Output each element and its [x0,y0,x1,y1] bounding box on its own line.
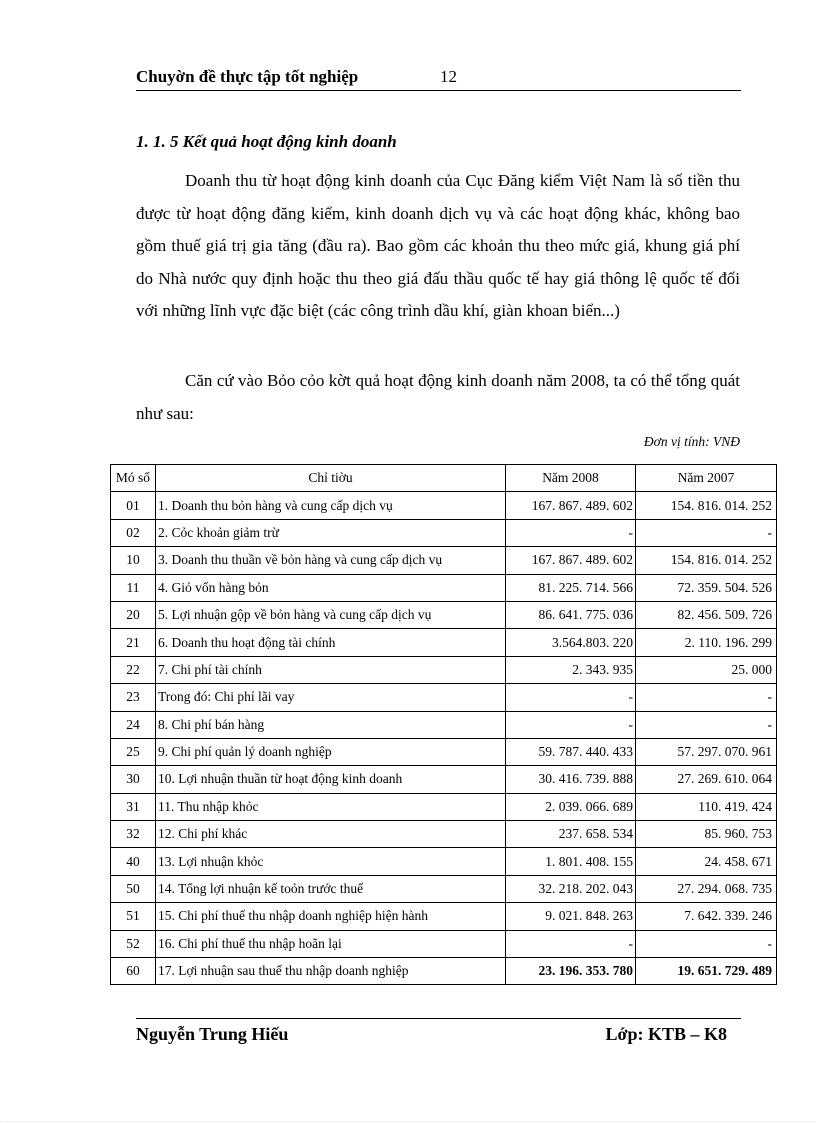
row-value-2008: 167. 867. 489. 602 [506,492,636,519]
table-row [111,684,777,711]
paragraph-revenue-text: Doanh thu từ hoạt động kinh doanh của Cục Đăng kiểm Việt Nam là số tiền thu được từ hoạt động đăng kiểm, kinh doanh dịch vụ và các hoạt động khác, không bao gồm thuế giá trị gia tăng (đầu ra). Bao gồm các khoản thu theo mức giá, khung giá phí do Nhà nước quy định hoặc thu theo giá đấu thầu quốc tế hay giá thông lệ quốc tế đối với những lĩnh vực đặc biệt (các công trình dầu khí, giàn khoan biển...) [136,171,740,320]
row-code: 31 [111,793,156,820]
row-value-2008: 86. 641. 775. 036 [506,601,636,628]
row-code: 24 [111,711,156,738]
row-code: 21 [111,629,156,656]
row-value-2008: 81. 225. 714. 566 [506,574,636,601]
row-value-2007: 7. 642. 339. 246 [636,903,777,930]
row-code: 23 [111,684,156,711]
row-item: 16. Chi phí thuế thu nhập hoãn lại [156,930,506,957]
row-value-2007: - [636,519,777,546]
header-2008: Năm 2008 [506,465,636,492]
table-row [111,793,777,820]
row-item: 10. Lợi nhuận thuần từ hoạt động kinh doanh [156,766,506,793]
row-item: 2. Cỏc khoản giảm trừ [156,519,506,546]
row-value-2008: 32. 218. 202. 043 [506,875,636,902]
row-code: 10 [111,547,156,574]
row-code: 20 [111,601,156,628]
row-code: 51 [111,903,156,930]
row-code: 11 [111,574,156,601]
row-item: 9. Chi phí quản lý doanh nghiệp [156,738,506,765]
row-value-2008: - [506,930,636,957]
row-item: 12. Chi phí khác [156,821,506,848]
row-item: 3. Doanh thu thuần về bỏn hàng và cung cấp dịch vụ [156,547,506,574]
row-value-2008: - [506,684,636,711]
row-value-2007: 24. 458. 671 [636,848,777,875]
row-item: 4. Giỏ vốn hàng bỏn [156,574,506,601]
row-value-2008: 3.564.803. 220 [506,629,636,656]
row-item: 7. Chi phí tài chính [156,656,506,683]
table-row [111,519,777,546]
row-value-2007: 82. 456. 509. 726 [636,601,777,628]
footer-author: Nguyễn Trung Hiếu [136,1024,289,1044]
table-row [111,574,777,601]
paragraph-summary-text: Căn cứ vào Bỏo cỏo kờt quả hoạt động kinh doanh năm 2008, ta có thể tổng quát như sau: [136,371,740,423]
table-row [111,821,777,848]
row-value-2008: 1. 801. 408. 155 [506,848,636,875]
row-code: 30 [111,766,156,793]
row-item: 15. Chi phí thuế thu nhập doanh nghiệp hiện hành [156,903,506,930]
row-item: 6. Doanh thu hoạt động tài chính [156,629,506,656]
row-value-2007: - [636,684,777,711]
table-row [111,903,777,930]
row-value-2008: 23. 196. 353. 780 [506,958,636,985]
row-value-2007: 72. 359. 504. 526 [636,574,777,601]
row-value-2008: 167. 867. 489. 602 [506,547,636,574]
row-value-2007: 154. 816. 014. 252 [636,492,777,519]
table-row [111,958,777,985]
row-value-2007: 154. 816. 014. 252 [636,547,777,574]
table-row [111,848,777,875]
paragraph-revenue [136,165,740,328]
row-value-2007: 57. 297. 070. 961 [636,738,777,765]
row-value-2007: 27. 294. 068. 735 [636,875,777,902]
row-item: 8. Chi phí bán hàng [156,711,506,738]
row-code: 40 [111,848,156,875]
table-row [111,930,777,957]
row-code: 50 [111,875,156,902]
row-item: 14. Tổng lợi nhuận kế toỏn trước thuế [156,875,506,902]
row-value-2008: - [506,711,636,738]
page-header [136,64,741,91]
header-item: Chỉ tiờu [156,465,506,492]
row-code: 25 [111,738,156,765]
row-item: 13. Lợi nhuận khỏc [156,848,506,875]
row-item: 11. Thu nhập khỏc [156,793,506,820]
row-value-2007: 19. 651. 729. 489 [636,958,777,985]
table-row [111,492,777,519]
section-title: 1. 1. 5 Kết quả hoạt động kinh doanh [136,132,397,151]
row-code: 60 [111,958,156,985]
header-title: Chuyờn đề thực tập tốt nghiệp [136,67,359,86]
row-code: 32 [111,821,156,848]
table-row [111,738,777,765]
row-value-2008: 59. 787. 440. 433 [506,738,636,765]
table-row [111,766,777,793]
row-value-2007: 110. 419. 424 [636,793,777,820]
header-code: Mó số [111,465,156,492]
row-value-2007: - [636,930,777,957]
table-row [111,875,777,902]
row-value-2008: - [506,519,636,546]
income-statement-table [110,464,777,985]
page-bottom-rule [0,1121,816,1122]
row-value-2008: 2. 039. 066. 689 [506,793,636,820]
page-number: 12 [440,67,457,86]
table-row [111,629,777,656]
row-value-2008: 2. 343. 935 [506,656,636,683]
row-value-2007: 85. 960. 753 [636,821,777,848]
table-row [111,601,777,628]
table-row [111,547,777,574]
page-footer [136,1018,741,1047]
row-code: 22 [111,656,156,683]
unit-note: Đơn vị tính: VNĐ [643,434,740,449]
row-value-2007: - [636,711,777,738]
row-value-2007: 2. 110. 196. 299 [636,629,777,656]
table-row [111,711,777,738]
row-code: 02 [111,519,156,546]
row-code: 52 [111,930,156,957]
table-row [111,656,777,683]
row-value-2008: 237. 658. 534 [506,821,636,848]
paragraph-summary [136,365,740,430]
header-2007: Năm 2007 [636,465,777,492]
row-value-2007: 27. 269. 610. 064 [636,766,777,793]
footer-class: Lớp: KTB – K8 [605,1024,727,1044]
row-item: Trong đó: Chi phí lãi vay [156,684,506,711]
row-item: 5. Lợi nhuận gộp về bỏn hàng và cung cấp dịch vụ [156,601,506,628]
row-item: 17. Lợi nhuận sau thuế thu nhập doanh nghiệp [156,958,506,985]
row-code: 01 [111,492,156,519]
row-value-2007: 25. 000 [636,656,777,683]
row-value-2008: 30. 416. 739. 888 [506,766,636,793]
table-header-row [111,465,777,492]
row-value-2008: 9. 021. 848. 263 [506,903,636,930]
row-item: 1. Doanh thu bỏn hàng và cung cấp dịch vụ [156,492,506,519]
